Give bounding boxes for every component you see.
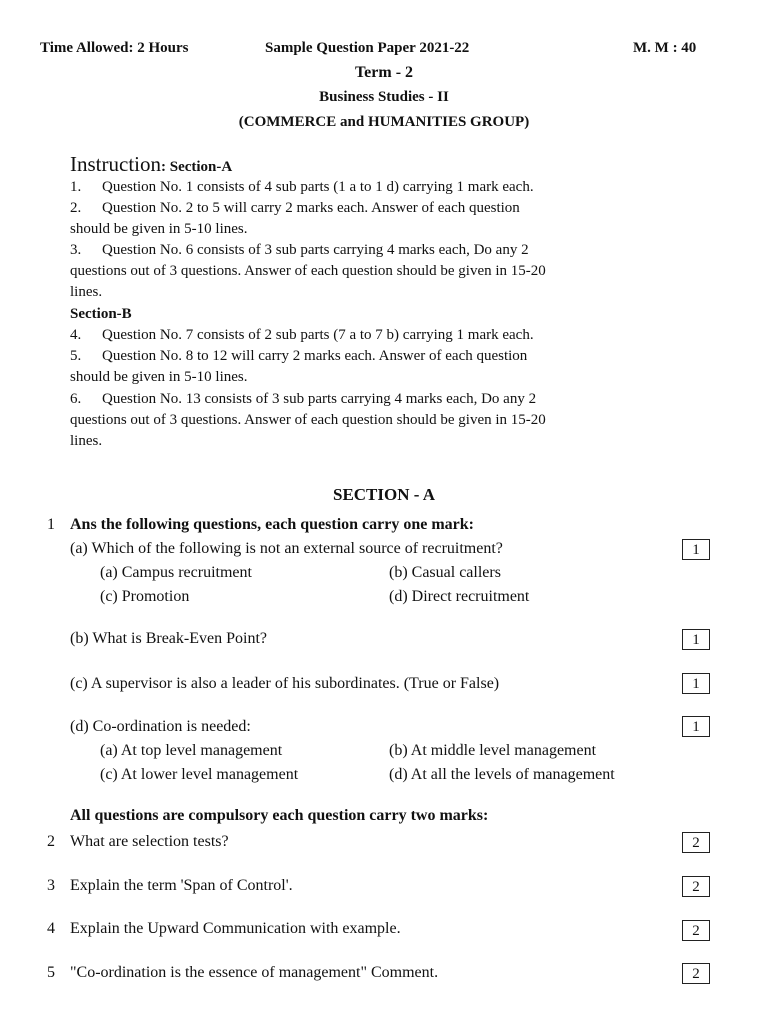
question-number: 1 — [47, 516, 55, 533]
subquestion-c: (c) A supervisor is also a leader of his subordinates. (True or False) — [70, 675, 500, 692]
section-a-title: SECTION - A — [332, 485, 436, 504]
question-number: 2 — [47, 833, 55, 850]
instruction-item: 1. Question No. 1 consists of 4 sub parts (1 a to 1 d) carrying 1 mark each. — [70, 179, 534, 195]
instruction-title: Instruction — [70, 152, 161, 176]
question-text: "Co-ordination is the essence of management" Comment. — [70, 964, 439, 981]
question-number: 4 — [47, 920, 55, 937]
question-heading: Ans the following questions, each question carry one mark: — [70, 516, 475, 533]
term: Term - 2 — [354, 64, 414, 81]
question-number: 5 — [47, 964, 55, 981]
question-text: What are selection tests? — [70, 833, 229, 850]
instruction-item: 6. Question No. 13 consists of 3 sub parts carrying 4 marks each, Do any 2 — [70, 391, 537, 407]
paper-title: Sample Question Paper 2021-22 — [265, 40, 470, 56]
mark-box: 1 — [682, 539, 710, 560]
subquestion-a: (a) Which of the following is not an external source of recruitment? — [70, 540, 503, 557]
option: (d) Direct recruitment — [389, 588, 530, 605]
option: (b) Casual callers — [389, 564, 501, 581]
option: (a) Campus recruitment — [100, 564, 252, 581]
option: (c) At lower level management — [100, 766, 299, 783]
group: (COMMERCE and HUMANITIES GROUP) — [238, 114, 530, 130]
time-allowed: Time Allowed: 2 Hours — [40, 40, 189, 56]
mark-box: 2 — [682, 963, 710, 984]
instruction-item-cont: should be given in 5-10 lines. — [70, 369, 248, 385]
instruction-item: 4. Question No. 7 consists of 2 sub parts (7 a to 7 b) carrying 1 mark each. — [70, 327, 534, 343]
option: (b) At middle level management — [389, 742, 597, 759]
instruction-item-cont: should be given in 5-10 lines. — [70, 221, 248, 237]
instruction-item-cont: questions out of 3 questions. Answer of each question should be given in 15-20 — [70, 412, 546, 428]
mark-box: 2 — [682, 920, 710, 941]
instruction-item-cont: lines. — [70, 433, 103, 449]
option: (a) At top level management — [100, 742, 283, 759]
mark-box: 2 — [682, 876, 710, 897]
instruction-item-cont: questions out of 3 questions. Answer of each question should be given in 15-20 — [70, 263, 546, 279]
subquestion-b: (b) What is Break-Even Point? — [70, 630, 267, 647]
two-mark-heading: All questions are compulsory each question carry two marks: — [70, 807, 489, 824]
question-text: Explain the Upward Communication with example. — [70, 920, 401, 937]
question-number: 3 — [47, 877, 55, 894]
max-marks: M. M : 40 — [633, 40, 697, 56]
instruction-item-cont: lines. — [70, 284, 103, 300]
subject: Business Studies - II — [319, 89, 449, 105]
instruction-item: 2. Question No. 2 to 5 will carry 2 marks each. Answer of each question — [70, 200, 520, 216]
question-text: Explain the term 'Span of Control'. — [70, 877, 293, 894]
option: (c) Promotion — [100, 588, 190, 605]
instruction-item: 5. Question No. 8 to 12 will carry 2 marks each. Answer of each question — [70, 348, 528, 364]
mark-box: 1 — [682, 673, 710, 694]
mark-box: 2 — [682, 832, 710, 853]
instruction-heading — [70, 152, 232, 177]
section-b-label: Section-B — [70, 306, 132, 322]
option: (d) At all the levels of management — [389, 766, 615, 783]
instruction-item: 3. Question No. 6 consists of 3 sub parts carrying 4 marks each, Do any 2 — [70, 242, 529, 258]
mark-box: 1 — [682, 629, 710, 650]
subquestion-d: (d) Co-ordination is needed: — [70, 718, 251, 735]
mark-box: 1 — [682, 716, 710, 737]
section-a-label: : Section-A — [160, 159, 233, 175]
